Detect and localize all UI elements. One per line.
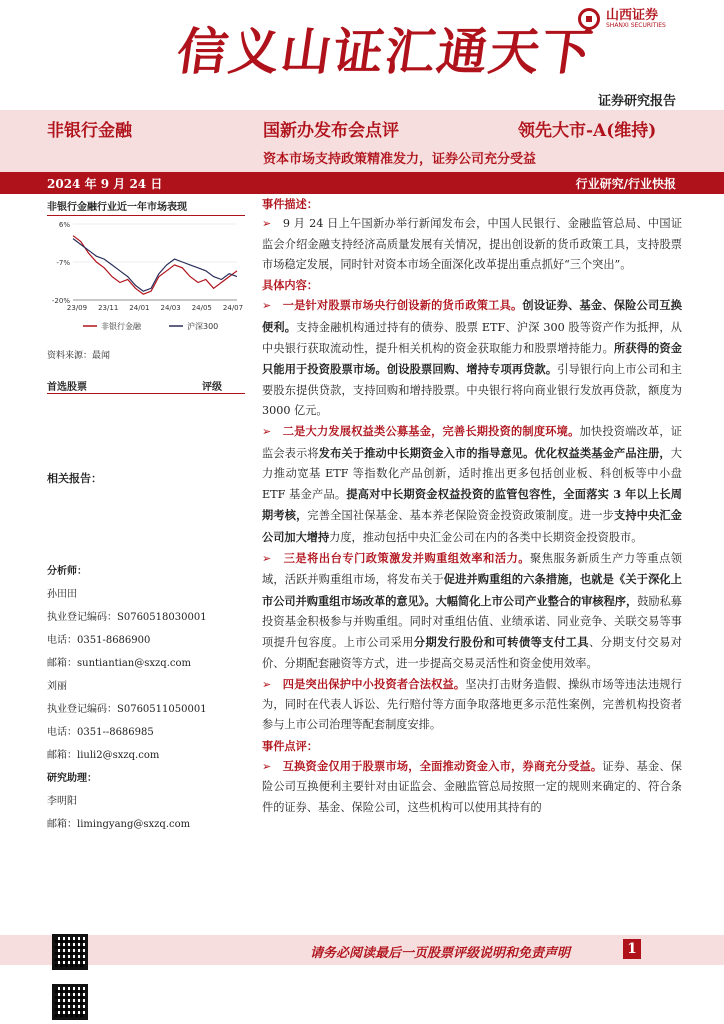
disclaimer-note: 请务必阅读最后一页股票评级说明和免责声明 [310, 946, 571, 961]
series-line [73, 236, 237, 295]
x-tick-label: 24/07 [222, 304, 244, 312]
y-tick-label: -7% [56, 259, 70, 267]
bullet-arrow-icon: ➢ [262, 425, 272, 439]
analyst-cert: 执业登记编码：S0760518030001 [47, 612, 207, 623]
report-category: 行业研究/行业快报 [575, 177, 676, 191]
pick-rating-label: 评级 [202, 382, 222, 393]
highlight-text: 四是突出保护中小投资者合法权益。 [282, 676, 466, 691]
paragraph [262, 295, 682, 421]
analyst-tel: 电话：0351--8686985 [47, 727, 154, 738]
paragraph [262, 674, 682, 736]
report-title: 国新办发布会点评 [263, 121, 399, 141]
highlight-text: 一是针对股票市场央行创设新的货币政策工具。 [282, 298, 523, 313]
logo-cn: 山西证券 [606, 8, 659, 23]
bold-text: 提高对中长期资金权益投资的监管包容性，全面落实 3 年以上长周期考核， [262, 487, 682, 523]
company-logo [578, 8, 666, 30]
report-date: 2024 年 9 月 24 日 [47, 177, 163, 191]
bold-text: 支持中央汇金公司加大增持 [262, 508, 682, 544]
chart-source: 资料来源：最闻 [47, 351, 111, 361]
paragraph [262, 756, 682, 818]
bold-text: 促进并购重组的六条措施，也就是《关于深化上市公司并购重组市场改革的意见》。大幅简化上市公司产业整合的审核程序， [262, 572, 682, 608]
sector-label: 非银行金融 [47, 121, 132, 141]
highlight-text: 二是大力发展权益类公募基金，完善长期投资的制度环境。 [282, 424, 580, 439]
logo-en: SHANXI SECURITIES [606, 22, 666, 29]
paragraph-text: 支持金融机构通过持有的债券、股票 ETF、沪深 300 股等资产作为抵押，从中央银行获取流动性，提升相关机构的资金获取能力和股票增持能力。 [262, 320, 682, 356]
analyst-cert: 执业登记编码：S0760511050001 [47, 704, 207, 715]
paragraph-text: 9 月 24 日上午国新办举行新闻发布会，中国人民银行、金融监管总局、中国证监会介绍金融支持经济高质量发展有关情况，提出创设新的货币政策工具，支持股票市场稳定发展，同时针对资本市场全面深化改革提出重点抓好“三个突出”。 [262, 217, 683, 271]
slogan: 信义山证汇通天下 [173, 22, 598, 81]
paragraph-text: 证券、基金、保险公司互换便利主要针对由证监会、金融监管总局按照一定的规则来确定的、符合条件的证券、基金、保险公司，这些机构可以使用其持有的 [262, 760, 682, 814]
highlight-text: 互换资金仅用于股票市场，全面推动资金入市，券商充分受益。 [282, 759, 603, 774]
analyst-name: 刘丽 [47, 681, 67, 692]
x-tick-label: 23/11 [98, 304, 119, 312]
section-heading: 事件描述： [262, 197, 318, 211]
assistant-name: 李明阳 [47, 796, 77, 807]
paragraph-text: 加快投资端改革，证监会表示将 [262, 425, 682, 460]
paragraph-text: 鼓励私募投资基金积极参与并购重组。同时对重组估值、业绩承诺、同业竞争、关联交易等事项提升包容度。上市公司采用 [262, 594, 682, 650]
paragraph-text: 聚焦服务新质生产力等重点领域，活跃并购重组市场，将发布关于 [262, 552, 682, 587]
paragraph-text: 、分期支付交易对价、分期配套融资等方式，进一步提高交易灵活性和资金使用效率。 [262, 636, 682, 670]
performance-chart [47, 214, 245, 338]
bullet-arrow-icon: ➢ [262, 552, 272, 566]
bold-text: 发布关于推动中长期资金入市的指导意见。优化权益类基金产品注册， [318, 445, 671, 460]
analyst-tel: 电话：0351-8686900 [47, 635, 151, 646]
logo-mark-icon [578, 8, 600, 30]
analyst-email[interactable]: 邮箱：liuli2@sxzq.com [47, 750, 160, 761]
analyst-label: 分析师： [47, 566, 87, 577]
section-heading: 事件点评： [262, 738, 318, 753]
report-subtitle: 资本市场支持政策精准发力，证券公司充分受益 [263, 152, 537, 167]
section-heading: 具体内容： [262, 278, 318, 293]
paragraph-text: 坚决打击财务造假、操纵市场等违法违规行为，同时在代表人诉讼、先行赔付等方面争取落地更多示范性案例，完善机构投资者参与上市公司治理等配套制度安排。 [262, 677, 682, 732]
paragraph [262, 214, 682, 275]
analyst-block [47, 560, 247, 836]
qr-code-icon [52, 984, 88, 1020]
x-tick-label: 24/03 [160, 304, 181, 312]
highlight-text: 三是将出台专门政策激发并购重组效率和活力。 [283, 551, 531, 566]
bold-text: 创设证券、基金、保险公司互换便利。 [262, 298, 682, 334]
y-tick-label: -20% [51, 297, 70, 305]
paragraph-text: 力度，推动包括中央汇金公司在内的各类中长期资金投资股市。 [329, 530, 643, 544]
pick-stock-header [47, 378, 245, 394]
legend-label: 沪深300 [187, 322, 219, 331]
paragraph-text: 完善全国社保基金、基本养老保险资金投资政策制度。进一步 [307, 509, 614, 523]
paragraph [262, 421, 682, 548]
x-tick-label: 23/09 [66, 304, 88, 312]
assistant-label: 研究助理： [47, 773, 97, 784]
pick-label: 首选股票 [47, 382, 87, 393]
bullet-arrow-icon: ➢ [262, 299, 272, 313]
bullet-arrow-icon: ➢ [262, 677, 272, 691]
chart-title: 非银行金融行业近一年市场表现 [47, 198, 245, 216]
bullet-arrow-icon: ➢ [262, 760, 272, 774]
bold-text: 所获得的资金只能用于投资股票市场。创设股票回购、增持专项再贷款。 [262, 341, 682, 377]
report-body [262, 194, 682, 818]
bullet-arrow-icon: ➢ [262, 217, 272, 231]
bold-text: 分期发行股份和可转债等支付工具 [413, 635, 590, 650]
report-type: 证券研究报告 [597, 94, 676, 109]
related-reports-label: 相关报告： [47, 472, 102, 485]
x-tick-label: 24/01 [129, 304, 150, 312]
paragraph-text: 大力推动宽基 ETF 等指数化产品创新，适时推出更多包括创业板、科创板等中小盘 ETF 基金产品。 [262, 446, 682, 502]
qr-code-icon [52, 934, 88, 970]
page-number: 1 [623, 939, 641, 959]
assistant-email[interactable]: 邮箱：limingyang@sxzq.com [47, 819, 191, 830]
analyst-name: 孙田田 [47, 589, 77, 600]
legend-label: 非银行金融 [101, 322, 141, 331]
rating-label: 领先大市-A(维持) [518, 121, 657, 141]
x-tick-label: 24/05 [191, 304, 212, 312]
analyst-email[interactable]: 邮箱：suntiantian@sxzq.com [47, 658, 191, 669]
paragraph-text: 引导银行向上市公司和主要股东提供贷款，支持回购和增持股票。中央银行将向商业银行发放再贷款，额度为 3000 亿元。 [262, 363, 682, 417]
y-tick-label: 6% [58, 221, 70, 229]
paragraph [262, 548, 682, 674]
